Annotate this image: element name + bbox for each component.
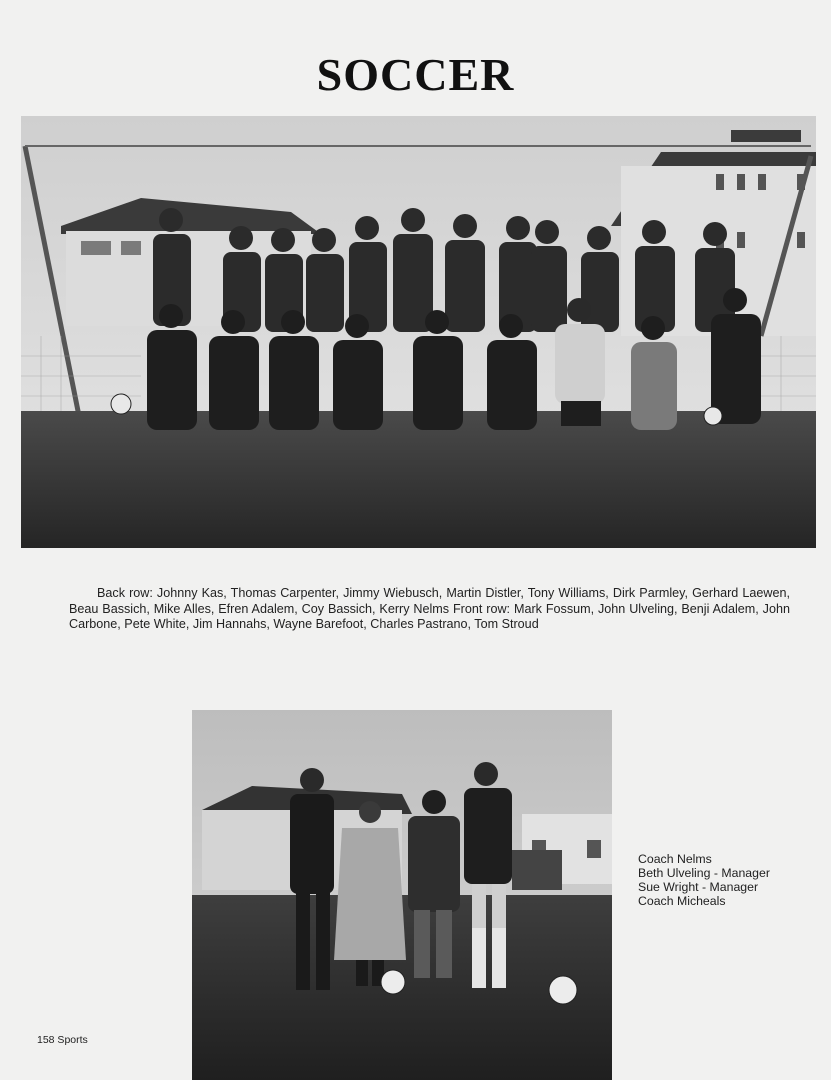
staff-name: Beth Ulveling - Manager — [638, 866, 770, 880]
team-photo — [21, 116, 816, 548]
staff-photo — [192, 710, 612, 1080]
staff-names — [638, 852, 770, 908]
team-photo-caption — [69, 586, 790, 633]
staff-name: Coach Micheals — [638, 894, 726, 908]
caption-text: Back row: Johnny Kas, Thomas Carpenter, Jimmy Wiebusch, Martin Distler, Tony Williams, Dirk Parmley, Gerhard Laewen, Beau Bassich, Mike Alles, Efren Adalem, Coy Bassich, Kerry Nelms Front row: Mark Fossum, John Ulveling, Benji Adalem, John Carbone, Pete White, Jim Hannahs, Wayne Barefoot, Charles Pastrano, Tom Stroud — [69, 586, 790, 631]
page-title: SOCCER — [316, 49, 515, 100]
page-folio: 158 Sports — [37, 1034, 88, 1046]
staff-name: Coach Nelms — [638, 852, 712, 866]
staff-name: Sue Wright - Manager — [638, 880, 759, 894]
